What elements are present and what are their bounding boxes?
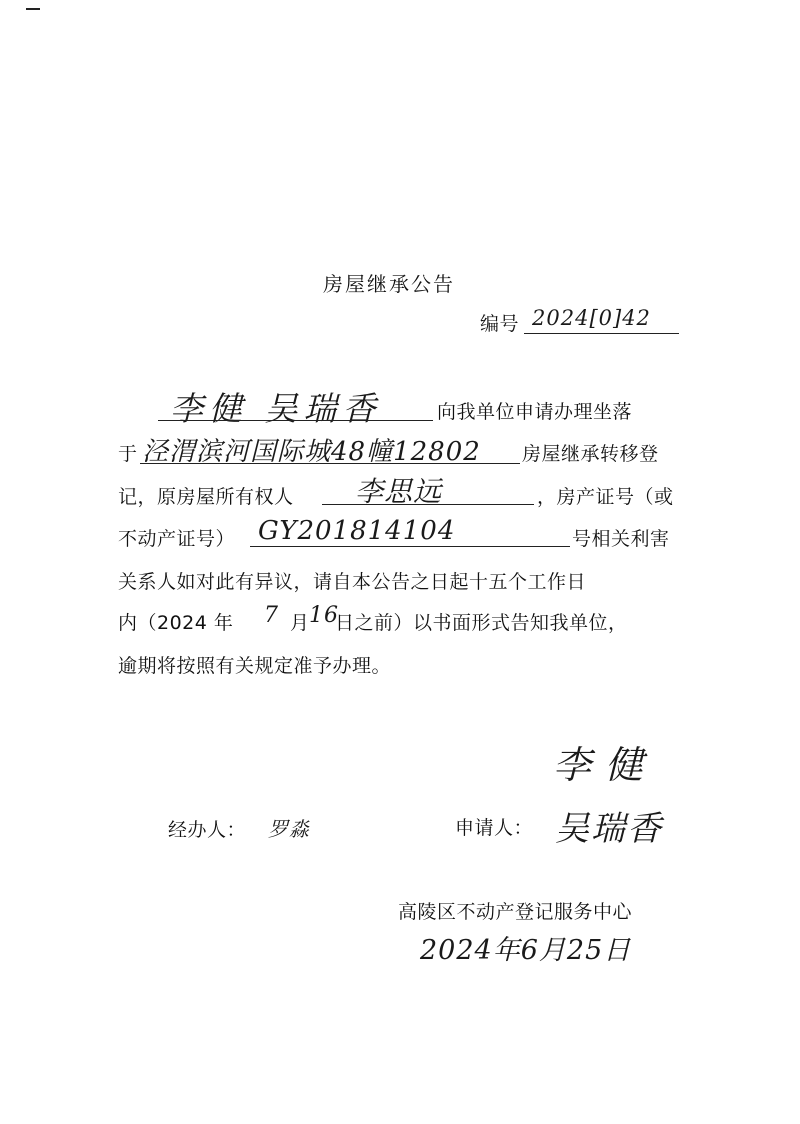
serial-label: 编号 (480, 313, 520, 335)
deadline-month-handwritten: 7 (264, 603, 279, 628)
body-line2-suffix: 房屋继承转移登 (522, 443, 659, 465)
body-line4-suffix: 号相关利害 (572, 528, 670, 550)
owner-underline (322, 504, 534, 505)
location-underline (140, 463, 520, 464)
page-title: 房屋继承公告 (323, 272, 455, 296)
scan-corner-mark (26, 8, 40, 10)
cert-underline (250, 546, 570, 547)
deadline-day-handwritten: 16 (309, 603, 339, 628)
handler-label: 经办人： (168, 819, 247, 841)
issuing-organization: 高陵区不动产登记服务中心 (398, 901, 633, 923)
body-line5: 关系人如对此有异议，请自本公告之日起十五个工作日 (118, 571, 587, 593)
body-line7: 逾期将按照有关规定准予办理。 (118, 655, 392, 677)
applicant-signature-1: 李健 (553, 743, 658, 787)
body-line3-prefix: 记，原房屋所有权人 (118, 486, 294, 508)
body-line4-prefix: 不动产证号） (118, 528, 236, 550)
cert-number-handwritten: GY201814104 (258, 516, 456, 546)
body-line6-b: 月 (290, 612, 310, 634)
applicant-signature-2: 吴瑞香 (555, 809, 663, 849)
serial-underline (524, 333, 679, 334)
serial-value: 2024[0]42 (532, 306, 651, 330)
applicant-label: 申请人： (455, 817, 534, 839)
location-handwritten: 泾渭滨河国际城48幢12802 (142, 437, 481, 467)
original-owner-handwritten: 李思远 (355, 475, 443, 508)
issue-date: 2024年6月25日 (420, 935, 632, 966)
body-line6-c: 日之前）以书面形式告知我单位， (335, 612, 628, 634)
body-line2-prefix: 于 (118, 443, 138, 465)
handler-signature: 罗淼 (268, 817, 310, 841)
applicants-handwritten: 李健 吴瑞香 (170, 389, 382, 428)
applicants-underline (158, 420, 433, 421)
body-line3-suffix: ，房产证号（或 (537, 486, 674, 508)
body-line1-suffix: 向我单位申请办理坐落 (437, 401, 633, 423)
body-line6-a: 内（2024 年 (118, 612, 234, 634)
